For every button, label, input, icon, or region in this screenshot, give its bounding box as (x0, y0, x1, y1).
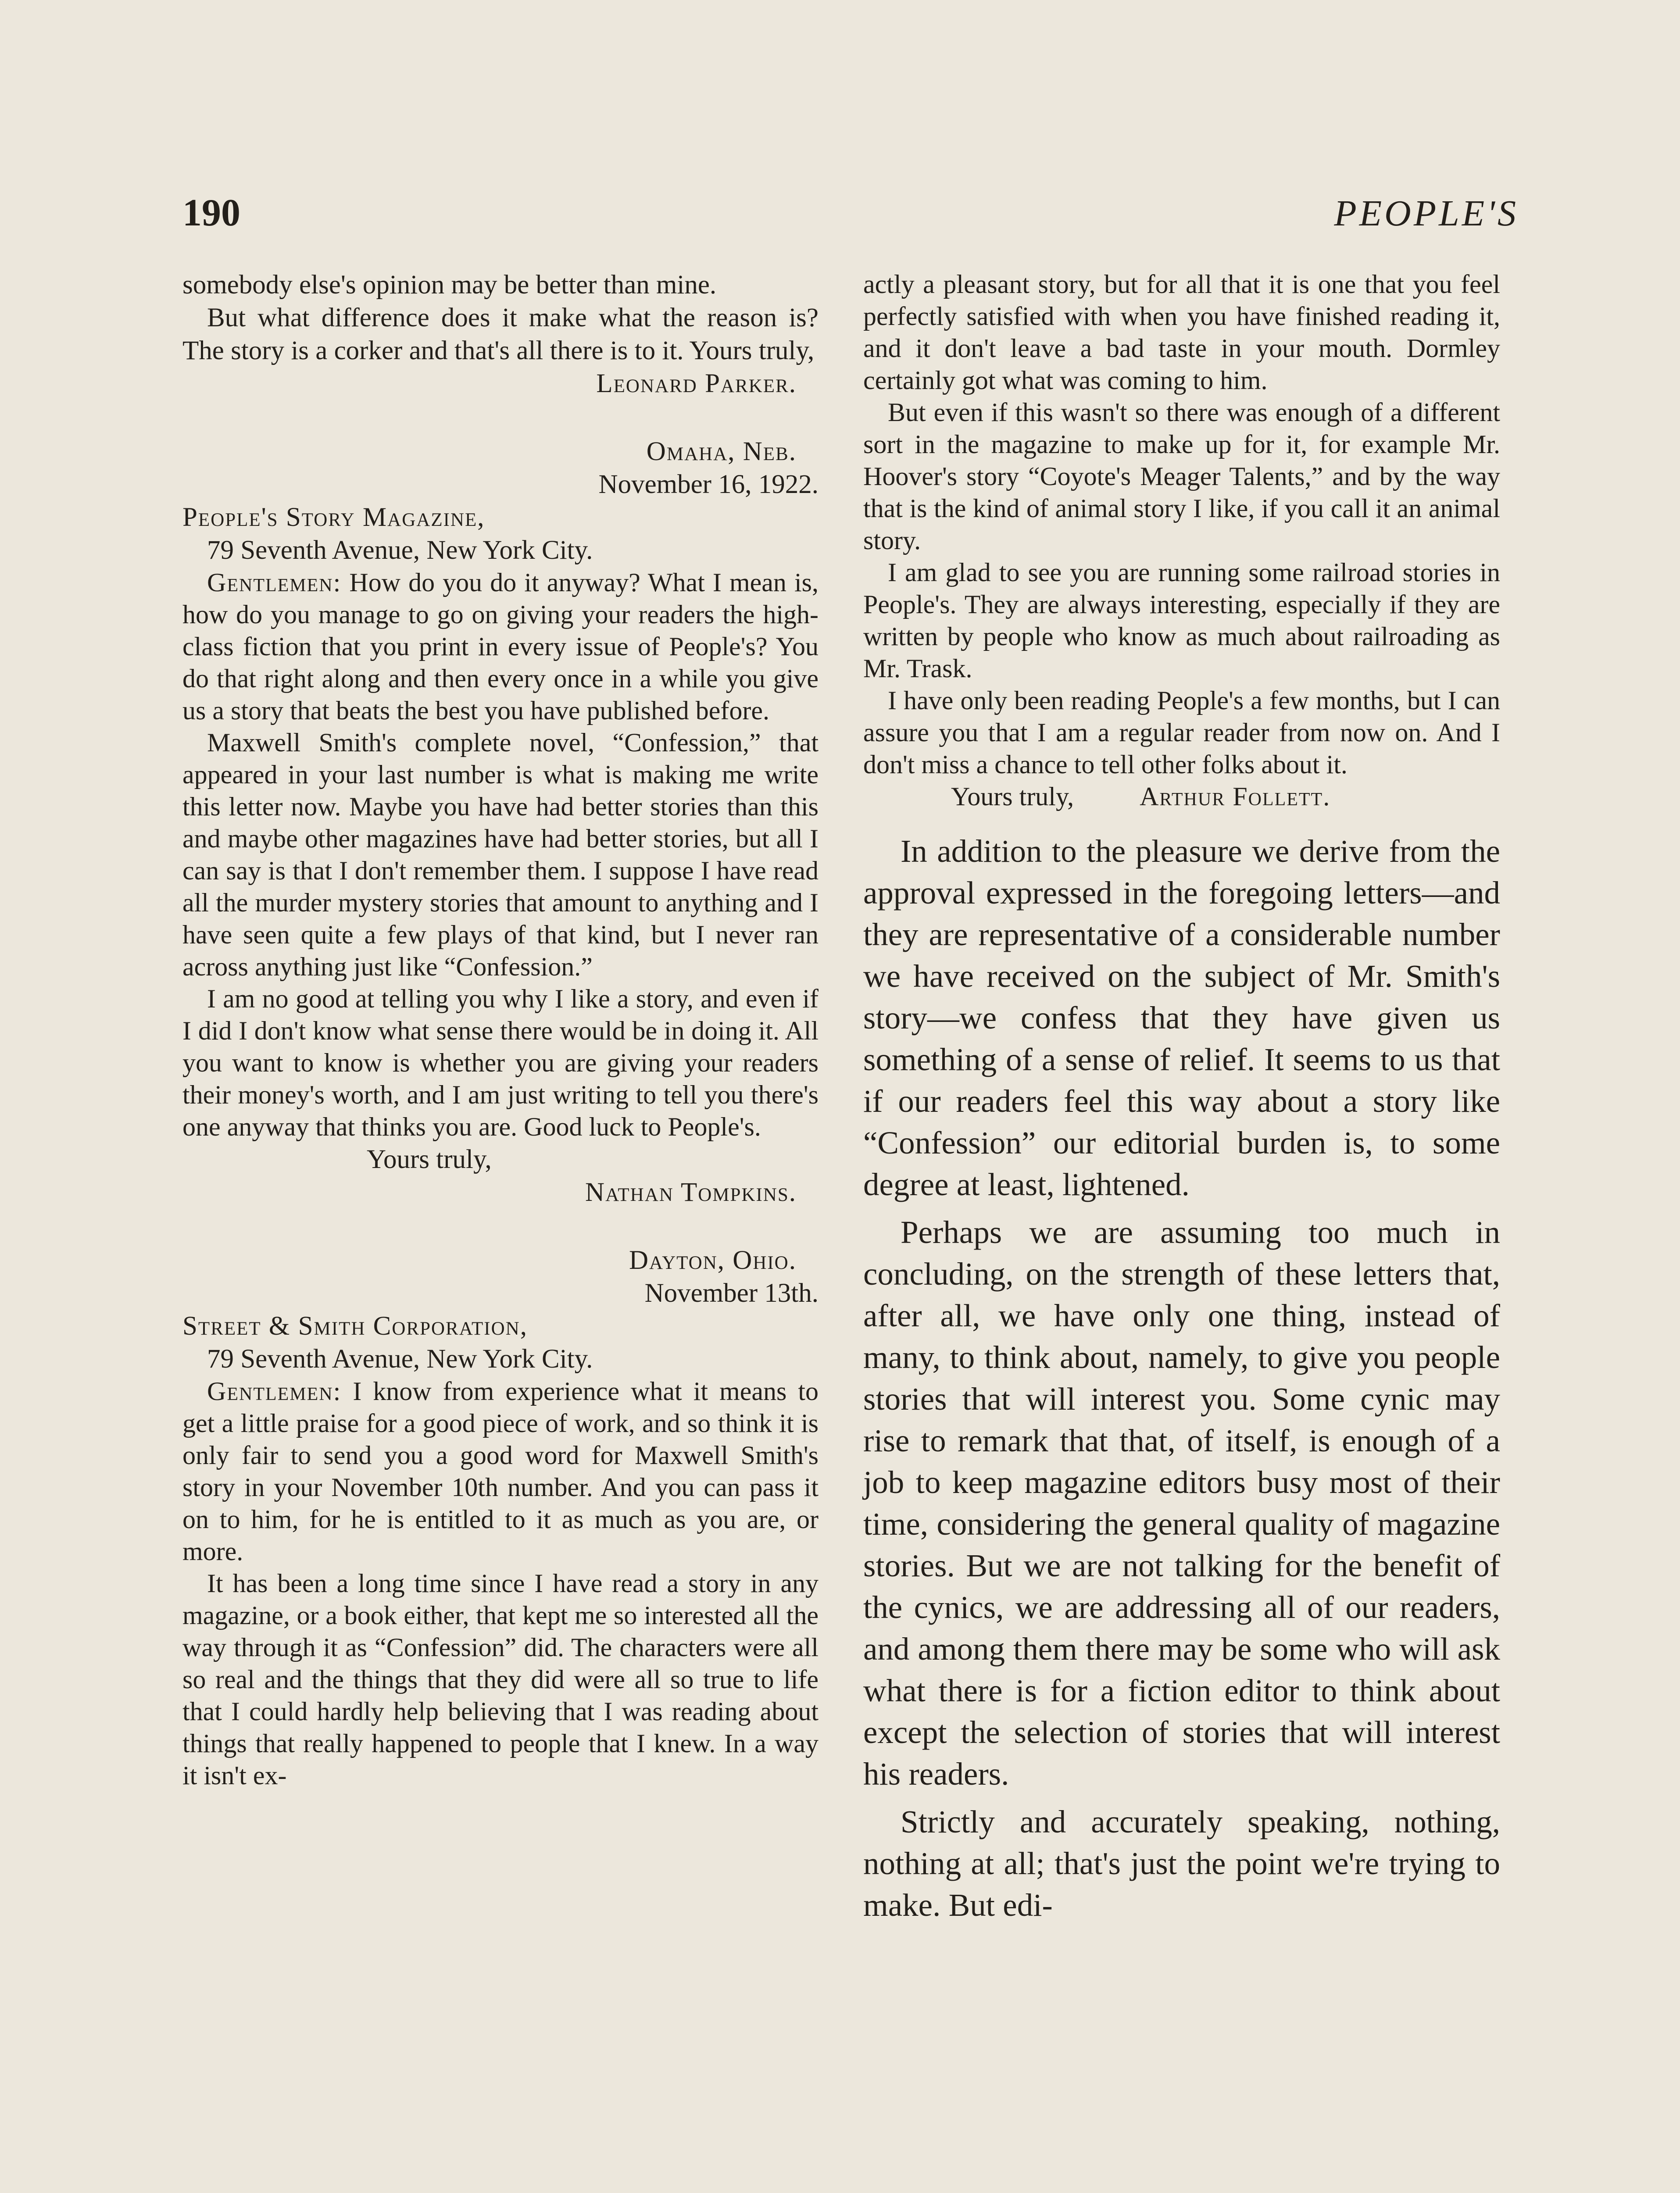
letter-3-paragraph-2: It has been a long time since I have read a story in any magazine, or a book either, that kept me so interested all the way through it as “Confession” did. The characters were all so real and the things that they did were all so true to life that I could hardly help believing that I was reading about things that really happened to people that I knew. In a way it isn't ex- (182, 1569, 819, 1790)
letter-2-date: November 16, 1922. (598, 470, 819, 499)
letter-2-place: Omaha, Neb. (646, 437, 797, 466)
right-column (863, 268, 1500, 1926)
letter-3-paragraph-3: But even if this wasn't so there was enough of a different sort in the magazine to make up for it, for example Mr. Hoover's story “Coyote's Meager Talents,” and by the way that is the kind of animal story I like, if you call it an animal story. (863, 398, 1500, 555)
editorial-section (863, 830, 1500, 1926)
letter-2-closing: Yours truly, (367, 1145, 492, 1174)
letter-2-signature: Nathan Tompkins. (585, 1178, 797, 1207)
editorial-paragraph-2: Perhaps we are assuming too much in concluding, on the strength of these letters that, after all, we have only one thing, instead of many, to think about, namely, to give you people stories that will interest you. Some cynic may rise to remark that that, of itself, is enough of a job to keep magazine editors busy most of their time, considering the general quality of magazine stories. But we are not talking for the benefit of the cynics, we are addressing all of our readers, and among them there may be some who will ask what there is for a fiction editor to think about except the selection of stories that will interest his readers. (863, 1214, 1500, 1792)
letter-3-date: November 13th. (644, 1279, 819, 1308)
editorial-paragraph-3: Strictly and accurately speaking, nothing, nothing at all; that's just the point we're trying to make. But edi- (863, 1804, 1500, 1923)
page-number: 190 (182, 192, 240, 234)
letter-2-salutation: Gentlemen: (207, 568, 342, 597)
letter-3-paragraph-2-cont: actly a pleasant story, but for all that it is one that you feel perfectly satisfied with when you have finished reading it, and it don't leave a bad taste in your mouth. Dormley certainly got what was coming to him. (863, 270, 1500, 395)
letter-3-place: Dayton, Ohio. (629, 1246, 797, 1275)
letter-3-closing-line (863, 781, 1500, 813)
letter-3-paragraph-5: I have only been reading People's a few months, but I can assure you that I am a regular reader from now on. And I don't miss a chance to tell other folks about it. (863, 686, 1500, 779)
letter-2-paragraph-1: Gentlemen: How do you do it anyway? What I mean is, how do you manage to go on giving your readers the high-class fiction that you print in every issue of People's? You do that right along and then every once in a while you give us a story that beats the best you have published before. (182, 568, 819, 725)
left-column (182, 268, 819, 1792)
letter-3-paragraph-1: Gentlemen: I know from experience what it means to get a little praise for a good piece of work, and so think it is only fair to send you a good word for Maxwell Smith's story in your November 10th number. And you can pass it on to him, for he is entitled to it as much as you are, or more. (182, 1377, 819, 1566)
running-head: PEOPLE'S (1334, 193, 1519, 234)
letter-3-signature: Arthur Follett. (1140, 782, 1331, 811)
editorial-paragraph-1: In addition to the pleasure we derive from the approval expressed in the foregoing letters—and they are representative of a considerable number we have received on the subject of Mr. Smith's story—we confess that they have given us something of a sense of relief. It seems to us that if our readers feel this way about a story like “Confession” our editorial burden is, to some degree at least, lightened. (863, 833, 1500, 1202)
letter-2-addressee: People's Story Magazine, (182, 503, 485, 532)
letter-1-signature: Leonard Parker. (596, 369, 797, 398)
letter-2-paragraph-2: Maxwell Smith's complete novel, “Confession,” that appeared in your last number is what is making me write this letter now. Maybe you have had better stories than this and maybe other magazines have had better stories, but all I can say is that I don't remember them. I suppose I have read all the murder mystery stories that amount to anything and I have seen quite a few plays of that kind, but I never ran across anything just like “Confession.” (182, 728, 819, 981)
letter-3-salutation: Gentlemen: (207, 1377, 342, 1406)
letter-3-address: 79 Seventh Avenue, New York City. (207, 1344, 593, 1374)
letter-3-addressee: Street & Smith Corporation, (182, 1311, 528, 1341)
letter-1-closing-paragraph: But what difference does it make what the reason is? The story is a corker and that's all there is to it. Yours truly, (182, 303, 819, 365)
letter-2-address: 79 Seventh Avenue, New York City. (207, 536, 593, 565)
letter-3-closing: Yours truly, (951, 782, 1074, 811)
letter-3-paragraph-4: I am glad to see you are running some railroad stories in People's. They are always interesting, especially if they are written by people who know as much about railroading as Mr. Trask. (863, 558, 1500, 683)
letter-2-paragraph-3: I am no good at telling you why I like a story, and even if I did I don't know what sense there would be in doing it. All you want to know is whether you are giving your readers their money's worth, and I am just writing to tell you there's one anyway that thinks you are. Good luck to People's. (182, 984, 819, 1141)
letter-1-tail: somebody else's opinion may be better than mine. (182, 270, 717, 300)
